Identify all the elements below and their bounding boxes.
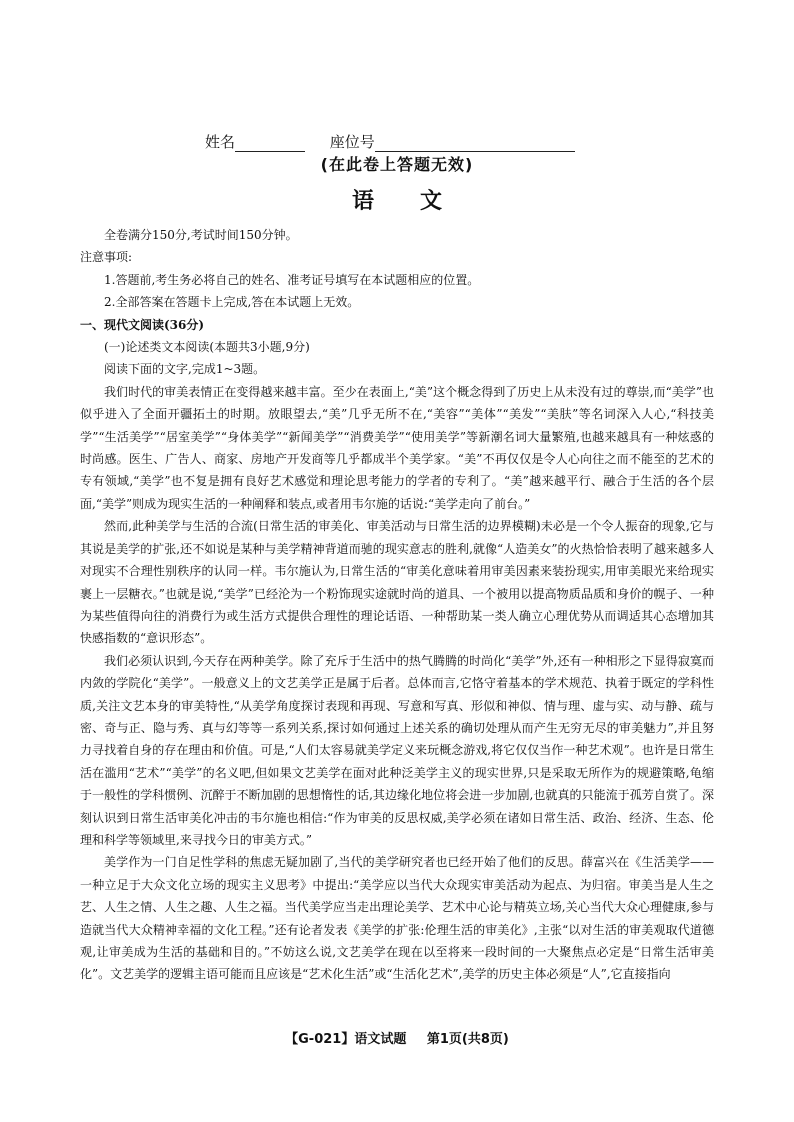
subsection-title: (一)论述类文本阅读(本题共3小题,9分) bbox=[104, 340, 310, 355]
note-2: 2.全部答案在答题卡上完成,答在本试题上无效。 bbox=[104, 295, 360, 310]
note-1: 1.答题前,考生务必将自己的姓名、准考证号填写在本试题相应的位置。 bbox=[104, 272, 480, 287]
passage-paragraph-2: 然而,此种美学与生活的合流(日常生活的审美化、审美活动与日常生活的边界模糊)未必是一个令人振奋的现象,它与其说是美学的扩张,还不如说是某种与美学精神背道而驰的现实意志的胜利,就像“人造美女”的火热恰恰表明了越来越多人对现实不合理性别秩序的认同一样。韦尔施认为,日常生活的“审美化意味着用审美因素来装扮现实,用审美眼光来给现实裹上一层糖衣。”也就是说,“美学”已经沦为一个粉饰现实途就时尚的道具、一个被用以提高物质品质和身价的幌子、一种为某些值得向往的消费行为或生活方式提供合理性的理论话语、一种帮助某一类人确立心理优势从而调适其心态增加其快感指数的“意识形态”。 bbox=[80, 519, 714, 646]
passage-paragraph-3: 我们必须认识到,今天存在两种美学。除了充斥于生活中的热气腾腾的时尚化“美学”外,还有一种相形之下显得寂寞而内敛的学院化“美学”。一般意义上的文艺美学正是属于后者。总体而言,它恪守着基本的学术规范、执着于既定的学科性质,关注文艺本身的审美特性,“从美学角度探讨表现和再现、写意和写真、形似和神似、情与理、虚与实、动与静、疏与密、奇与正、隐与秀、真与幻等等一系列关系,探讨如何通过上述关系的确切处理从而产生无穷无尽的审美魅力”,并且努力寻找着自身的存在理由和价值。可是,“人们太容易就美学定义来玩概念游戏,将它仅仅当作一种艺术观”。也许是日常生活在滥用“艺术”“美学”的名义吧,但如果文艺美学在面对此种泛美学主义的现实世界,只是采取无所作为的规避策略,龟缩于一般性的学科惯例、沉醉于不断加剧的思想惰性的话,其边缘化地位将会进一步加剧,也就真的只能流于孤芳自赏了。深刻认识到日常生活审美化冲击的韦尔施也相信:“作为审美的反思权威,美学必须在诸如日常生活、政治、经济、生态、伦理和科学等领域里,来寻找今日的审美方式。” bbox=[80, 653, 714, 847]
exam-code: 【G-021】语文试题 bbox=[285, 1032, 407, 1047]
name-blank-line bbox=[235, 135, 305, 152]
passage-paragraph-4: 美学作为一门自足性学科的焦虑无疑加剧了,当代的美学研究者也已经开始了他们的反思。薛富兴在《生活美学——一种立足于大众文化立场的现实主义思考》中提出:“美学应以当代大众现实审美活动为起点、为归宿。审美当是人生之艺、人生之情、人生之趣、人生之福。当代美学应当走出理论美学、艺术中心论与精英立场,关心当代大众心理健康,参与造就当代大众精神幸福的文化工程。”还有论者发表《美学的扩张:伦理生活的审美化》,主张“以对生活的审美观取代道德观,让审美成为生活的基础和目的。”不妨这么说,文艺美学在现在以至将来一段时间的一大聚焦点必定是“日常生活审美化”。文艺美学的逻辑主语可能而且应该是“艺术化生活”或“生活化艺术”,美学的历史主体必须是“人”,它直接指向 bbox=[80, 855, 714, 982]
seat-label: 座位号 bbox=[329, 133, 375, 151]
score-time-line: 全卷满分150分,考试时间150分钟。 bbox=[104, 228, 298, 242]
reading-instruction: 阅读下面的文字,完成1~3题。 bbox=[104, 362, 266, 377]
subject-title: 语文 bbox=[351, 189, 488, 214]
passage-paragraph-1: 我们时代的审美表情正在变得越来越丰富。至少在表面上,“美”这个概念得到了历史上从未没有过的尊崇,而“美学”也似乎进入了全面开疆拓土的时期。放眼望去,“美”几乎无所不在,“美容”“美体”“美发”“美肤”等名词深入人心,“科技美学”“生活美学”“居室美学”“身体美学”“新闻美学”“消费美学”“使用美学”等新潮名词大量繁殖,也越来越具有一种炫惑的时尚感。医生、广告人、商家、房地产开发商等几乎都成半个美学家。“美”不再仅仅是令人心向往之而不能至的艺术的专有领域,“美学”也不复是拥有良好艺术感觉和理论思考能力的学者的专利了。“美”越来越平行、融合于生活的各个层面,“美学”则成为现实生活的一种阐释和装点,或者用韦尔施的话说:“美学走向了前台。” bbox=[80, 384, 714, 511]
page-footer bbox=[0, 1028, 794, 1047]
exam-body bbox=[80, 224, 714, 986]
page-number: 第1页(共8页) bbox=[426, 1032, 509, 1047]
seat-blank-line bbox=[375, 135, 575, 152]
notes-title: 注意事项: bbox=[80, 250, 133, 265]
candidate-info-fields bbox=[205, 131, 605, 153]
section-title: 一、现代文阅读(36分) bbox=[80, 317, 205, 332]
name-label: 姓名 bbox=[205, 133, 236, 151]
invalid-answer-notice: (在此卷上答题无效) bbox=[320, 155, 474, 174]
